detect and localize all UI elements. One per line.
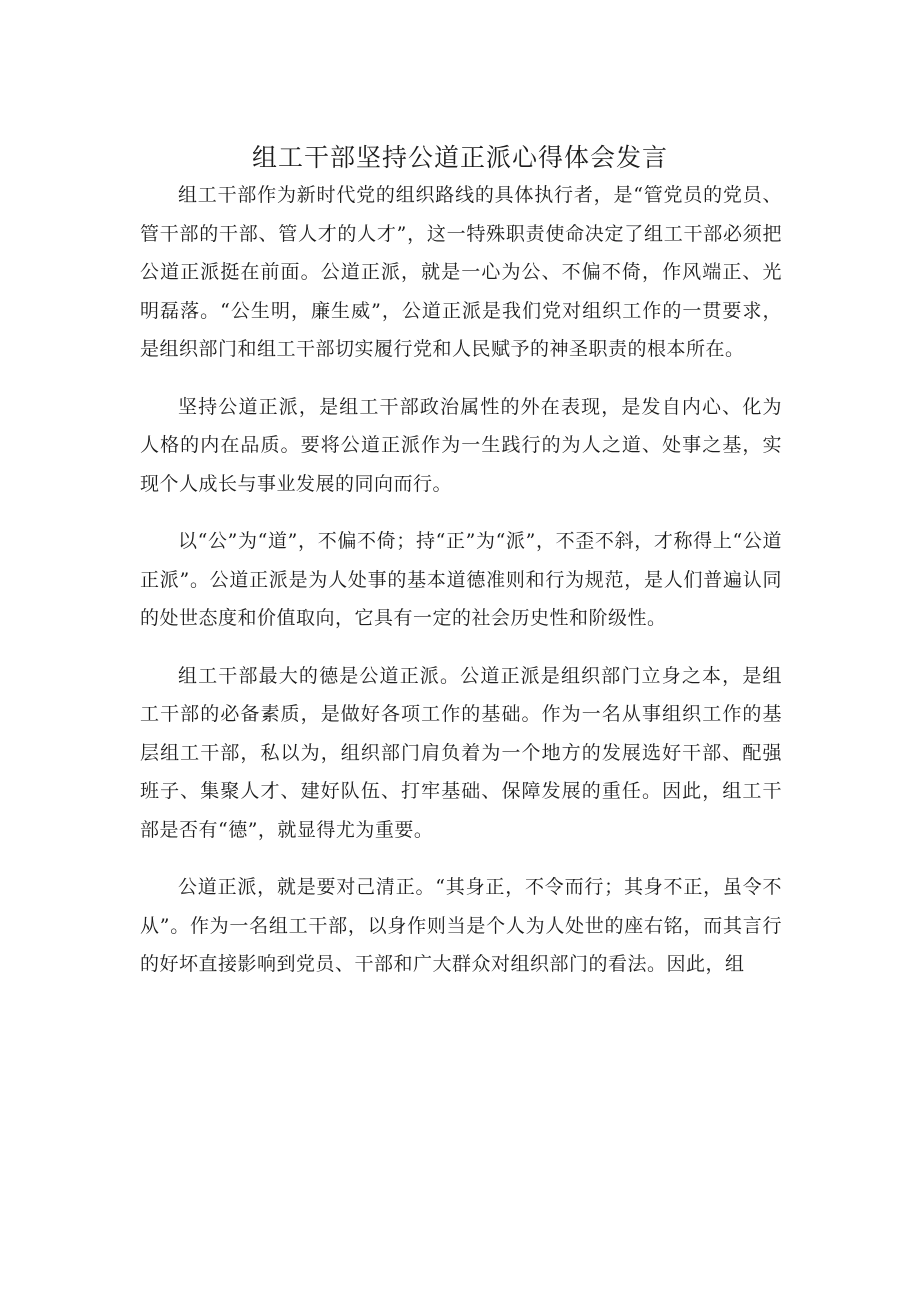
- paragraph-3: 以“公”为“道”，不偏不倚；持“正”为“派”，不歪不斜，才称得上“公道正派”。公道正派是为人处事的基本道德准则和行为规范，是人们普遍认同的处世态度和价值取向，它具有一定的社会历史性和阶级性。: [140, 530, 782, 629]
- document-body: [140, 176, 782, 1003]
- document-title: 组工干部坚持公道正派心得体会发言: [251, 143, 668, 172]
- paragraph-2: 坚持公道正派，是组工干部政治属性的外在表现，是发自内心、化为人格的内在品质。要将公道正派作为一生践行的为人之道、处事之基，实现个人成长与事业发展的同向而行。: [140, 395, 782, 495]
- paragraph-4: 组工干部最大的德是公道正派。公道正派是组织部门立身之本，是组工干部的必备素质，是做好各项工作的基础。作为一名从事组织工作的基层组工干部，私以为，组织部门肩负着为一个地方的发展选好干部、配强班子、集聚人才、建好队伍、打牢基础、保障发展的重任。因此，组工干部是否有“德”，就显得尤为重要。: [140, 664, 782, 841]
- paragraph-1: 组工干部作为新时代党的组织路线的具体执行者，是“管党员的党员、管干部的干部、管人才的人才”，这一特殊职责使命决定了组工干部必须把公道正派挺在前面。公道正派，就是一心为公、不偏不倚，作风端正、光明磊落。“公生明，廉生威”，公道正派是我们党对组织工作的一贯要求，是组织部门和组工干部切实履行党和人民赋予的神圣职责的根本所在。: [140, 184, 782, 360]
- paragraph-5: 公道正派，就是要对己清正。“其身正，不令而行；其身不正，虽令不从”。作为一名组工干部，以身作则当是个人为人处世的座右铭，而其言行的好坏直接影响到党员、干部和广大群众对组织部门的看法。因此，组: [140, 876, 782, 975]
